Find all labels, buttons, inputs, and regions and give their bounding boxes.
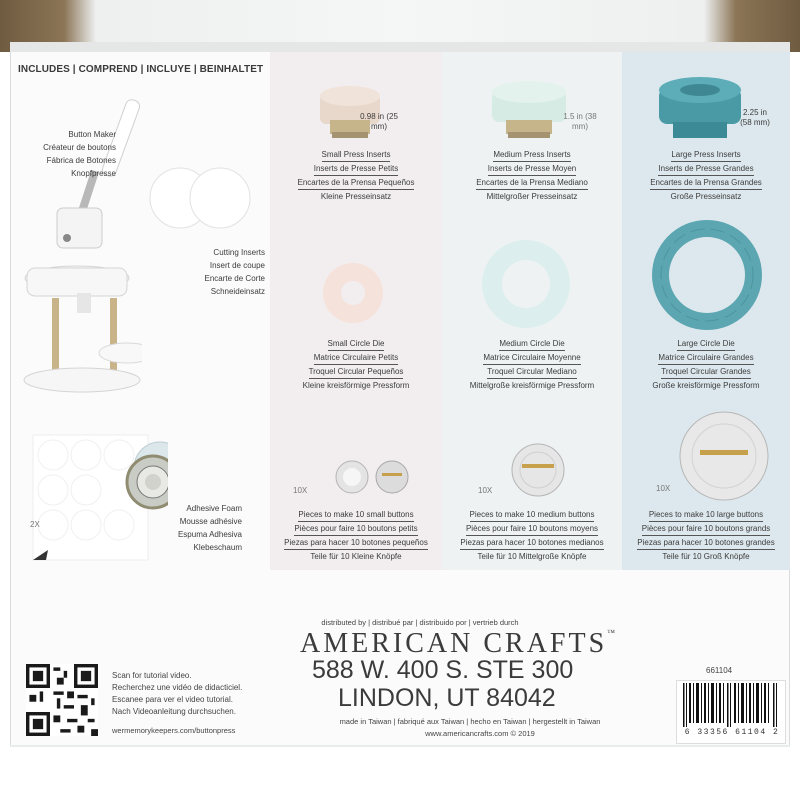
sku-number: 661104 xyxy=(706,666,733,675)
medium-pieces-label: Pieces to make 10 medium buttons Pièces pour faire 10 boutons moyens Piezas para hacer 10 botones medianos Teile für 10 Mittelgroße Knöpfe xyxy=(460,510,604,561)
background xyxy=(0,747,800,800)
button-maker-label: Button Maker Créateur de boutons Fábrica de Botones Knopfpresse xyxy=(43,130,116,178)
large-size-tag: 2.25 in (58 mm) xyxy=(740,108,770,127)
large-pieces-label: Pieces to make 10 large buttons Pièces pour faire 10 boutons grands Piezas para hacer 10 botones grandes Teile für 10 Groß Knöpfe xyxy=(637,510,775,561)
small-press-insert-image xyxy=(310,80,390,142)
cutting-inserts-label: Cutting Inserts Insert de coupe Encarte de Corte Schneideinsatz xyxy=(204,248,265,296)
address-line-1: 588 W. 400 S. STE 300 xyxy=(312,656,574,684)
large-press-inserts-label: Large Press Inserts Inserts de Presse Grandes Encartes de la Prensa Grandes Große Presseinsatz xyxy=(650,150,762,201)
medium-circle-die-image xyxy=(478,236,574,332)
medium-button-pieces-image xyxy=(500,440,600,500)
medium-count: 10X xyxy=(478,486,493,495)
medium-size-tag: 1.5 in (38 mm) xyxy=(563,112,597,131)
scan-instructions: Scan for tutorial video. Recherchez une vidéo de didacticiel. Escanee para ver el video tutorial. Nach Videoanleitung durchsuchen. xyxy=(112,671,243,716)
large-circle-die-label: Large Circle Die Matrice Circulaire Grandes Troquel Circular Grandes Große kreisförmige Pressform xyxy=(652,339,760,390)
barcode-number: 6 33356 61104 2 xyxy=(684,728,780,737)
large-count: 10X xyxy=(656,484,671,493)
barcode-bars xyxy=(677,681,785,727)
small-button-pieces-image xyxy=(330,455,415,500)
website: www.americancrafts.com © 2019 xyxy=(425,729,535,738)
large-circle-die-image xyxy=(648,216,766,334)
adhesive-foam-image xyxy=(28,430,168,565)
made-in: made in Taiwan | fabriqué aux Taiwan | hecho en Taiwan | hergestellt in Taiwan xyxy=(339,717,601,726)
medium-press-inserts-label: Medium Press Inserts Inserts de Presse Moyen Encartes de la Prensa Mediano Mittelgroßer Presseinsatz xyxy=(476,150,588,201)
small-size-tag: 0.98 in (25 mm) xyxy=(360,112,398,131)
address-line-2: LINDON, UT 84042 xyxy=(338,684,556,712)
small-circle-die-image xyxy=(318,258,388,328)
brand-name: AMERICAN CRAFTS™ xyxy=(300,628,619,659)
adhesive-foam-label: Adhesive Foam Mousse adhésive Espuma Adhesiva Klebeschaum xyxy=(177,504,242,552)
distributed-by: distributed by | distribué par | distribuido por | vertrieb durch xyxy=(321,618,519,627)
small-circle-die-label: Small Circle Die Matrice Circulaire Petits Troquel Circular Pequeños Kleine kreisförmige Pressform xyxy=(302,339,410,390)
adhesive-foam-count: 2X xyxy=(30,520,40,529)
large-button-pieces-image xyxy=(670,408,780,504)
scan-url[interactable]: wermemorykeepers.com/buttonpress xyxy=(112,726,236,735)
small-pieces-label: Pieces to make 10 small buttons Pièces pour faire 10 boutons petits Piezas para hacer 10 botones pequeños Teile für 10 Kleine Knöpfe xyxy=(284,510,428,561)
small-count: 10X xyxy=(293,486,308,495)
qr-code[interactable] xyxy=(26,664,98,736)
cutting-inserts-image xyxy=(148,162,258,234)
medium-circle-die-label: Medium Circle Die Matrice Circulaire Moyenne Troquel Circular Mediano Mittelgroße kreisförmige Pressform xyxy=(469,339,595,390)
medium-press-insert-image xyxy=(484,76,574,142)
small-press-inserts-label: Small Press Inserts Inserts de Presse Petits Encartes de la Prensa Pequeños Kleine Presseinsatz xyxy=(297,150,415,201)
includes-heading: INCLUDES | COMPREND | INCLUYE | BEINHALTET xyxy=(18,64,264,75)
